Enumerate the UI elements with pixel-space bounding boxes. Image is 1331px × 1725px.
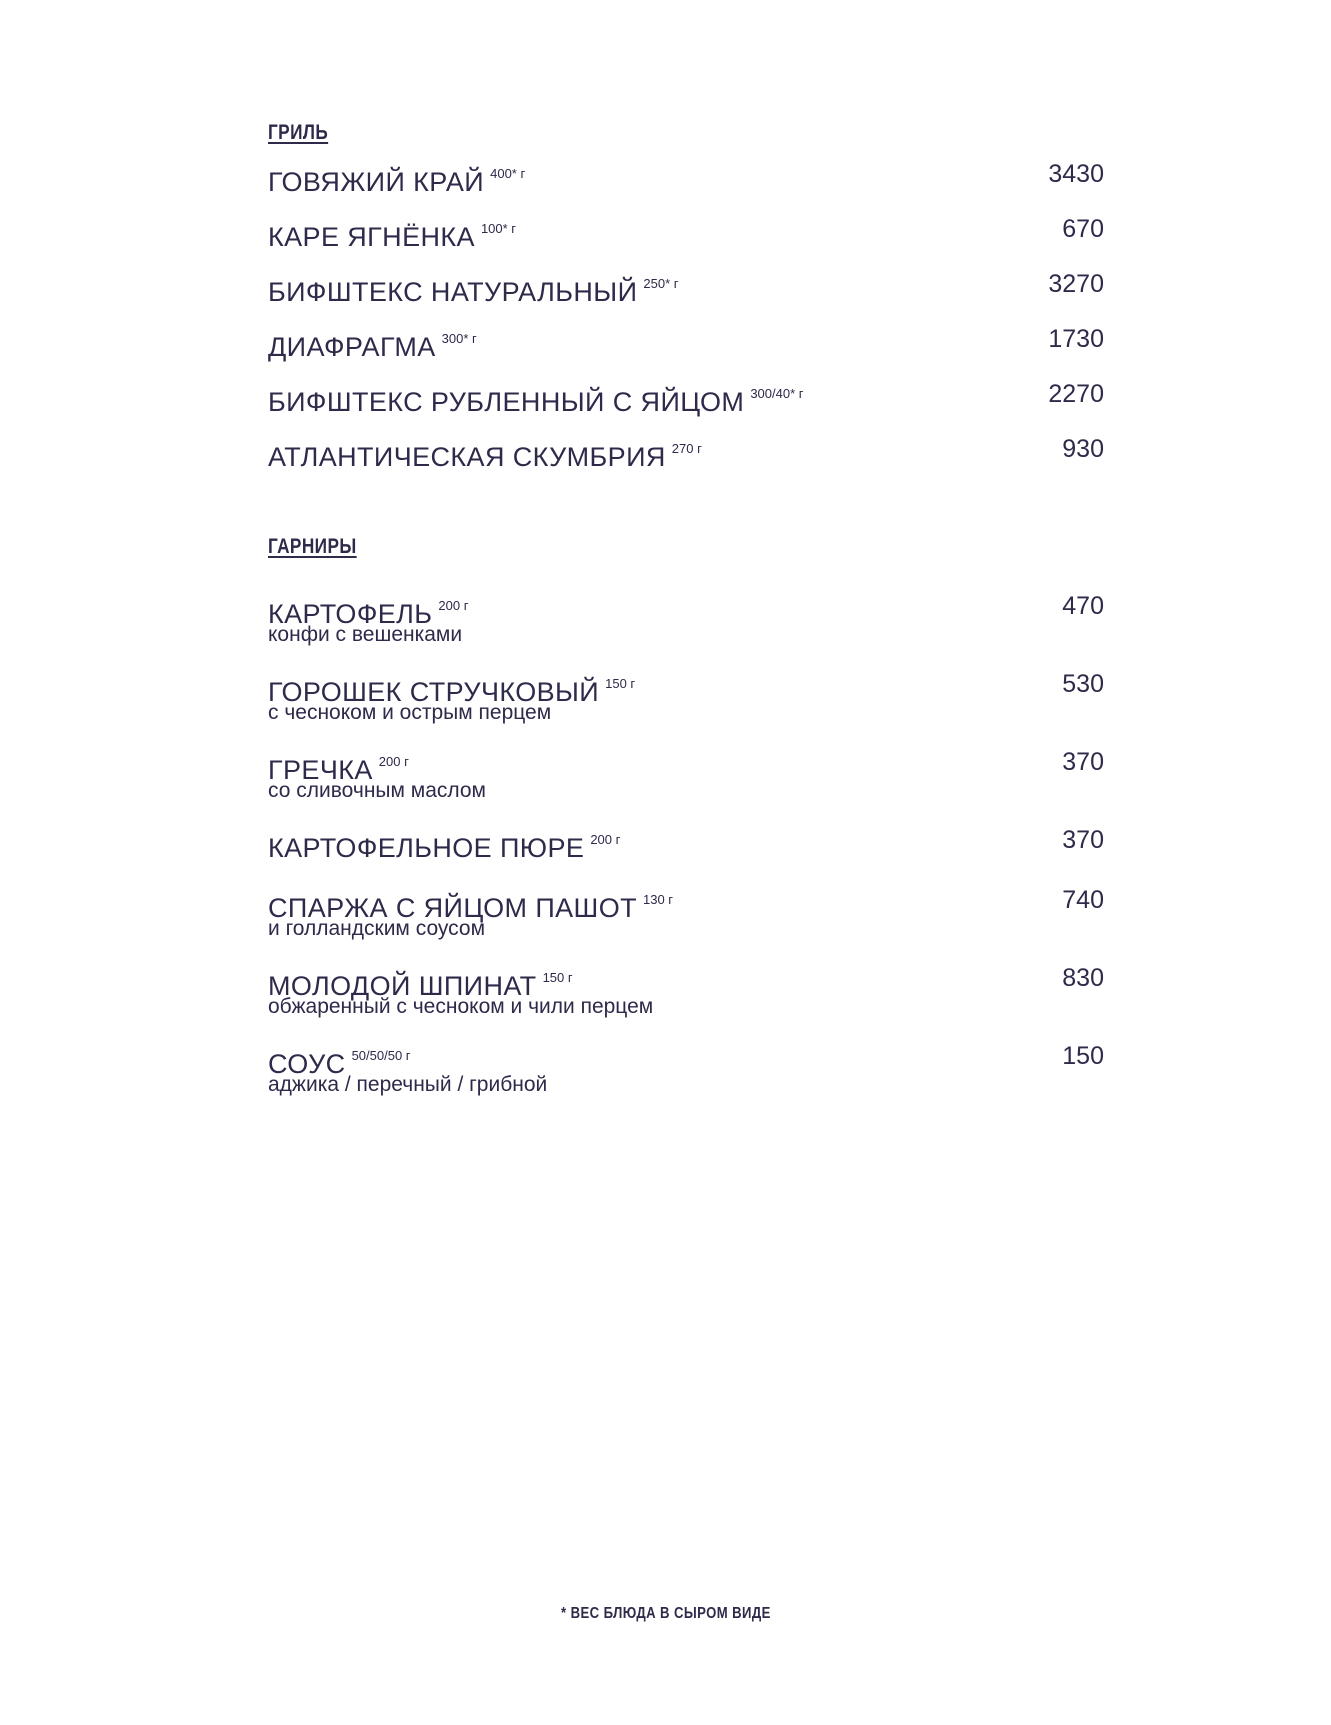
item-price: 470: [1062, 592, 1104, 620]
item-name: ДИАФРАГМА: [268, 332, 436, 362]
item-name: АТЛАНТИЧЕСКАЯ СКУМБРИЯ: [268, 442, 666, 472]
menu-item: [268, 884, 1104, 942]
item-weight: 300/40* г: [750, 386, 804, 401]
item-price: 370: [1062, 748, 1104, 776]
menu-item: [268, 590, 1104, 648]
menu-item: [268, 158, 1104, 213]
item-price: 3270: [1048, 270, 1104, 298]
item-price: 740: [1062, 886, 1104, 914]
item-weight: 200 г: [378, 754, 409, 769]
item-name: ГОРОШЕК СТРУЧКОВЫЙ: [268, 677, 600, 707]
item-price: 370: [1062, 826, 1104, 854]
item-description: и голландским соусом: [268, 917, 486, 940]
item-weight: 100* г: [480, 221, 517, 236]
item-price: 3430: [1048, 160, 1104, 188]
footnote: [0, 1605, 1331, 1623]
menu-page: [268, 118, 1104, 1118]
item-price: 530: [1062, 670, 1104, 698]
item-weight: 400* г: [490, 166, 526, 181]
item-description: с чесноком и острым перцем: [268, 701, 552, 724]
menu-item: [268, 668, 1104, 726]
item-price: 830: [1062, 964, 1104, 992]
item-name: СОУС: [268, 1049, 346, 1079]
menu-item: [268, 378, 1104, 433]
item-weight: 130 г: [643, 892, 674, 907]
item-price: 1730: [1048, 325, 1104, 353]
section-sides: [268, 532, 1104, 1098]
section-title: ГАРНИРЫ: [268, 535, 357, 558]
item-weight: 50/50/50 г: [351, 1048, 411, 1063]
item-price: 670: [1062, 215, 1104, 243]
item-weight: 300* г: [441, 331, 477, 346]
menu-item: [268, 746, 1104, 804]
item-name: КАРТОФЕЛЬ: [268, 599, 433, 629]
menu-item: [268, 824, 1104, 863]
item-weight: 200 г: [590, 832, 621, 847]
menu-item: [268, 1040, 1104, 1098]
menu-item: [268, 962, 1104, 1020]
item-name: СПАРЖА С ЯЙЦОМ ПАШОТ: [268, 893, 637, 923]
item-description: конфи с вешенками: [268, 623, 463, 646]
section-grill: [268, 118, 1104, 488]
item-weight: 200 г: [438, 598, 469, 613]
item-description: обжаренный с чесноком и чили перцем: [268, 995, 654, 1018]
item-name: БИФШТЕКС НАТУРАЛЬНЫЙ: [268, 277, 638, 307]
item-weight: 150 г: [542, 970, 573, 985]
item-weight: 270 г: [671, 441, 702, 456]
item-price: 2270: [1048, 380, 1104, 408]
item-weight: 150 г: [605, 676, 636, 691]
item-name: ГРЕЧКА: [268, 755, 373, 785]
item-name: КАРТОФЕЛЬНОЕ ПЮРЕ: [268, 833, 585, 863]
item-price: 930: [1062, 435, 1104, 463]
item-description: аджика / перечный / грибной: [268, 1073, 548, 1096]
item-name: МОЛОДОЙ ШПИНАТ: [268, 971, 537, 1001]
menu-item: [268, 323, 1104, 378]
item-weight: 250* г: [643, 276, 679, 291]
item-price: 150: [1062, 1042, 1104, 1070]
menu-item: [268, 268, 1104, 323]
item-name: ГОВЯЖИЙ КРАЙ: [268, 167, 485, 197]
menu-item: [268, 433, 1104, 488]
item-name: БИФШТЕКС РУБЛЕННЫЙ С ЯЙЦОМ: [268, 387, 745, 417]
section-title: ГРИЛЬ: [268, 121, 329, 144]
menu-item: [268, 213, 1104, 268]
item-name: КАРЕ ЯГНЁНКА: [268, 222, 475, 252]
item-description: со сливочным маслом: [268, 779, 486, 802]
footnote-text: * ВЕС БЛЮДА В СЫРОМ ВИДЕ: [560, 1605, 771, 1622]
